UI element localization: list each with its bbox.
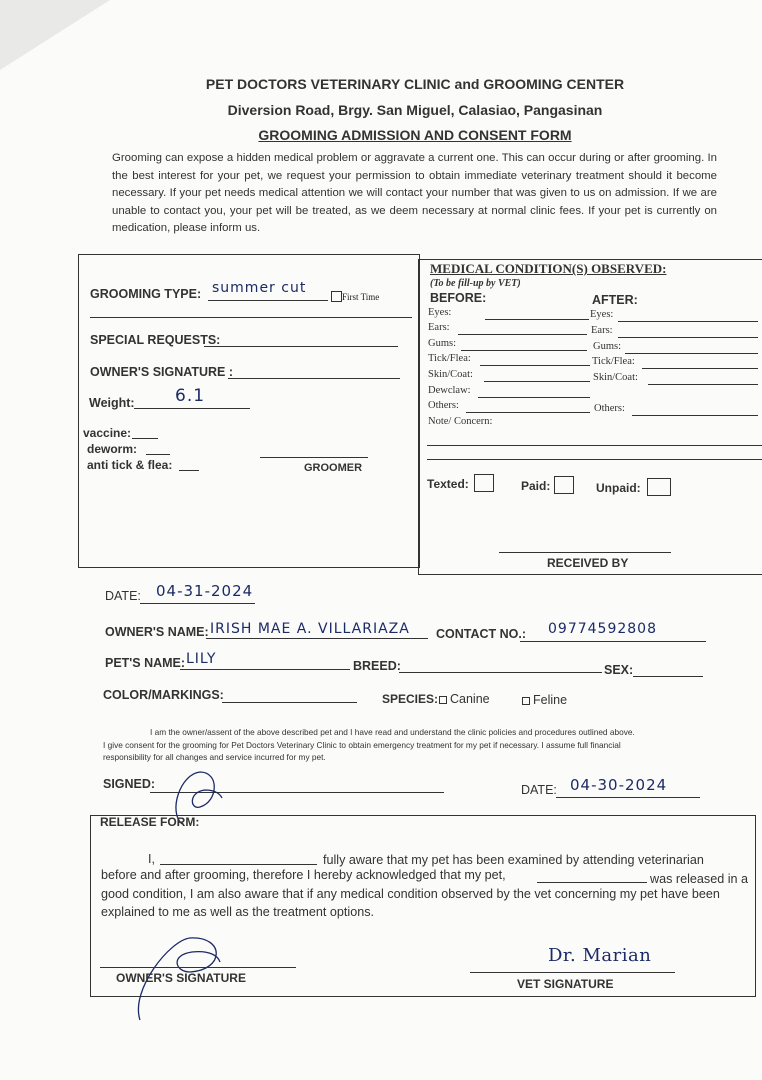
grooming-type-label: GROOMING TYPE:	[90, 287, 202, 301]
canine-label: Canine	[450, 692, 490, 706]
before-item-label: Others:	[428, 400, 459, 411]
feline-label: Feline	[533, 693, 568, 707]
clinic-address: Diversion Road, Brgy. San Miguel, Calasiao, Pangasinan	[227, 102, 603, 118]
sex-label: SEX:	[604, 663, 634, 677]
consent-line-2: I give consent for the grooming for Pet Doctors Veterinary Clinic to obtain emergency treatment for my pet if necessary. I assume full financial	[103, 740, 621, 750]
color-markings-label: COLOR/MARKINGS:	[103, 688, 224, 702]
release-line4: explained to me as well as the treatment options.	[101, 905, 375, 919]
received-by-label: RECEIVED BY	[547, 556, 629, 570]
texted-label: Texted:	[427, 477, 469, 491]
before-item-label: Note/ Concern:	[428, 416, 493, 427]
vet-signature-value[interactable]: Dr. Marian	[548, 945, 652, 966]
after-item-label: Others:	[594, 403, 625, 414]
before-item-line[interactable]	[485, 319, 589, 320]
before-item-line[interactable]	[458, 334, 587, 335]
before-item-label: Tick/Flea:	[428, 353, 471, 364]
consent-line-3: responsibility for all changes and service incurred for my pet.	[103, 752, 326, 762]
signed-label: SIGNED:	[103, 777, 156, 791]
before-item-label: Gums:	[428, 338, 457, 349]
before-item-line[interactable]	[461, 350, 587, 351]
after-item-label: Ears:	[591, 325, 613, 336]
consent-date-label: DATE:	[521, 783, 557, 797]
before-item-line[interactable]	[480, 365, 590, 366]
release-line1-a: I,	[148, 852, 155, 866]
release-line2-a: before and after grooming, therefore I hereby acknowledged that my pet,	[101, 868, 506, 882]
pet-name-label: PET'S NAME:	[105, 656, 186, 670]
before-item-label: Dewclaw:	[428, 385, 471, 396]
weight-value[interactable]: 6.1	[175, 386, 206, 406]
paid-checkbox[interactable]	[554, 476, 574, 494]
after-item-line[interactable]	[632, 415, 758, 416]
before-item-label: Skin/Coat:	[428, 369, 473, 380]
after-label: AFTER:	[592, 293, 638, 307]
vaccine-label: vaccine:	[83, 426, 132, 440]
date-label: DATE:	[105, 589, 141, 603]
release-line2-b: was released in a	[650, 872, 749, 886]
release-line3: good condition, I am also aware that if any medical condition observed by the vet concerning my pet have been	[101, 887, 720, 901]
antitick-label: anti tick & flea:	[87, 458, 173, 472]
contact-value[interactable]: 09774592808	[548, 621, 657, 637]
feline-checkbox[interactable]	[522, 697, 530, 705]
medical-title: MEDICAL CONDITION(S) OBSERVED:	[430, 261, 667, 276]
after-item-label: Skin/Coat:	[593, 372, 638, 383]
owner-signature-label: OWNER'S SIGNATURE :	[90, 365, 234, 379]
special-requests-label: SPECIAL REQUESTS:	[90, 333, 221, 347]
clinic-name: PET DOCTORS VETERINARY CLINIC and GROOMING CENTER	[205, 76, 625, 92]
form-title: GROOMING ADMISSION AND CONSENT FORM	[258, 127, 572, 143]
after-item-label: Gums:	[593, 341, 622, 352]
deworm-label: deworm:	[87, 442, 138, 456]
release-title: RELEASE FORM:	[100, 815, 200, 829]
consent-date-value[interactable]: 04-30-2024	[570, 776, 668, 794]
before-item-label: Eyes:	[428, 307, 452, 318]
pet-name-value[interactable]: LILY	[186, 651, 217, 667]
owner-name-value[interactable]: IRISH MAE A. VILLARIAZA	[210, 621, 410, 637]
before-item-label: Ears:	[428, 322, 450, 333]
canine-checkbox[interactable]	[439, 696, 447, 704]
weight-label: Weight:	[89, 396, 135, 410]
unpaid-label: Unpaid:	[596, 481, 641, 495]
first-time-checkbox[interactable]	[331, 291, 342, 302]
first-time-label: First Time	[342, 292, 380, 302]
owner-name-label: OWNER'S NAME:	[105, 625, 209, 639]
page-fold-shadow	[0, 0, 110, 70]
species-label: SPECIES:	[382, 692, 439, 706]
before-item-line[interactable]	[466, 412, 590, 413]
after-item-line[interactable]	[625, 353, 758, 354]
consent-line-1: I am the owner/assent of the above described pet and I have read and understand the clinic policies and procedures outlined above.	[150, 727, 635, 737]
breed-label: BREED:	[353, 659, 401, 673]
intro-paragraph: Grooming can expose a hidden medical problem or aggravate a current one. This can occur during or after grooming. In the best interest for your pet, we request your permission to obtain immediate veterinary treatment should it become necessary. If your pet needs medical attention we will contact your number that was given to us on admission. If we are unable to contact you, your pet will be treated, as we deem necessary at normal clinic fees. If your pet is currently on medication, please inform us.	[112, 152, 717, 234]
before-label: BEFORE:	[430, 291, 487, 305]
before-item-line[interactable]	[478, 397, 590, 398]
groomer-label: GROOMER	[304, 462, 363, 474]
release-line1-b: fully aware that my pet has been examined by attending veterinarian	[323, 853, 704, 867]
after-item-label: Tick/Flea:	[592, 356, 635, 367]
contact-label: CONTACT NO.:	[436, 627, 527, 641]
unpaid-checkbox[interactable]	[647, 478, 671, 496]
after-item-label: Eyes:	[590, 309, 614, 320]
paid-label: Paid:	[521, 479, 551, 493]
date-value[interactable]: 04-31-2024	[156, 582, 254, 600]
texted-checkbox[interactable]	[474, 474, 494, 492]
vet-signature-label: VET SIGNATURE	[517, 977, 614, 991]
after-item-line[interactable]	[642, 368, 758, 369]
medical-subtitle: (To be fill-up by VET)	[430, 278, 521, 289]
after-item-line[interactable]	[618, 321, 758, 322]
before-item-line[interactable]	[484, 381, 590, 382]
owner-signature-release-label: OWNER'S SIGNATURE	[116, 971, 246, 985]
grooming-type-value[interactable]: summer cut	[212, 280, 307, 296]
after-item-line[interactable]	[618, 337, 758, 338]
after-item-line[interactable]	[648, 384, 758, 385]
